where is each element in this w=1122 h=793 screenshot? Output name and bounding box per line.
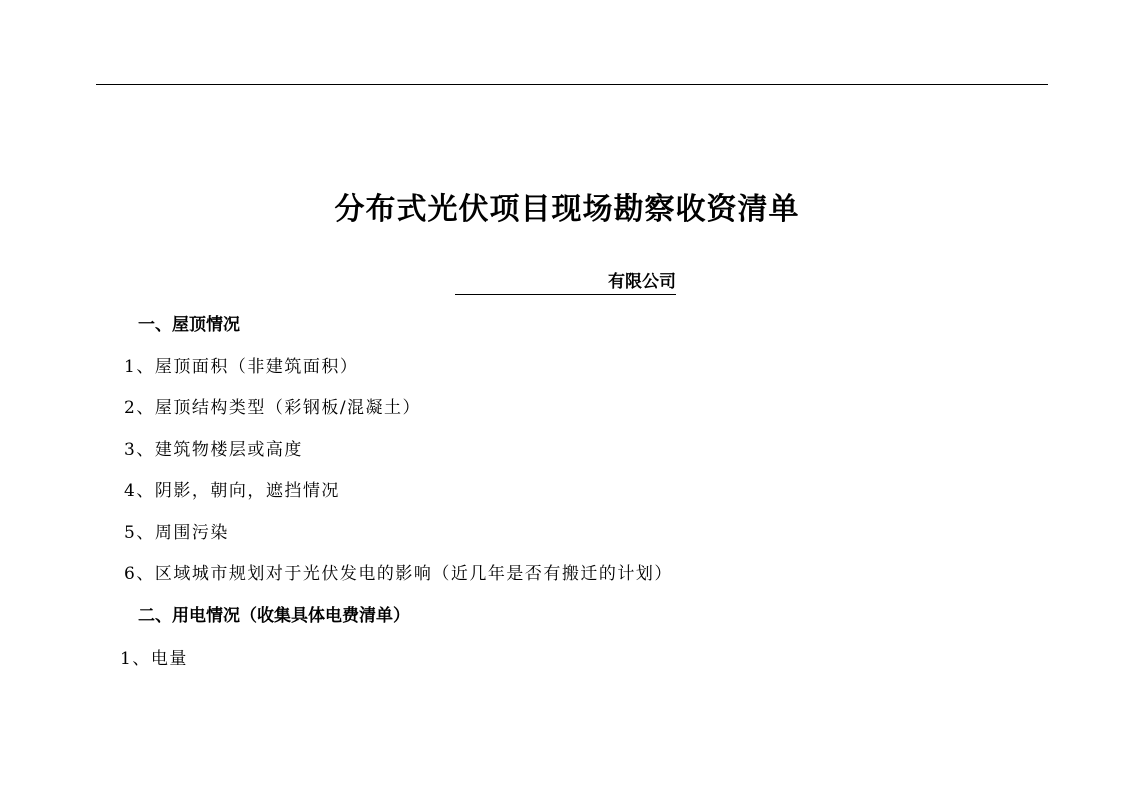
company-name-field: 有限公司 (455, 270, 676, 295)
list-item-urban-planning: 6、区域城市规划对于光伏发电的影响（近几年是否有搬迁的计划） (124, 564, 673, 584)
header-rule (96, 84, 1048, 85)
document-title: 分布式光伏项目现场勘察收资清单 (334, 192, 800, 227)
list-item-shading: 4、阴影，朝向，遮挡情况 (124, 481, 340, 501)
list-item-pollution: 5、周围污染 (124, 523, 229, 543)
section-heading-electricity: 二、用电情况（收集具体电费清单） (138, 606, 410, 626)
section-heading-roof: 一、屋顶情况 (138, 315, 240, 335)
list-item-building-height: 3、建筑物楼层或高度 (124, 440, 303, 460)
list-item-roof-area: 1、屋顶面积（非建筑面积） (124, 357, 359, 377)
list-item-roof-structure: 2、屋顶结构类型（彩钢板/混凝土） (124, 398, 422, 418)
list-item-electricity-volume: 1、电量 (120, 649, 188, 669)
